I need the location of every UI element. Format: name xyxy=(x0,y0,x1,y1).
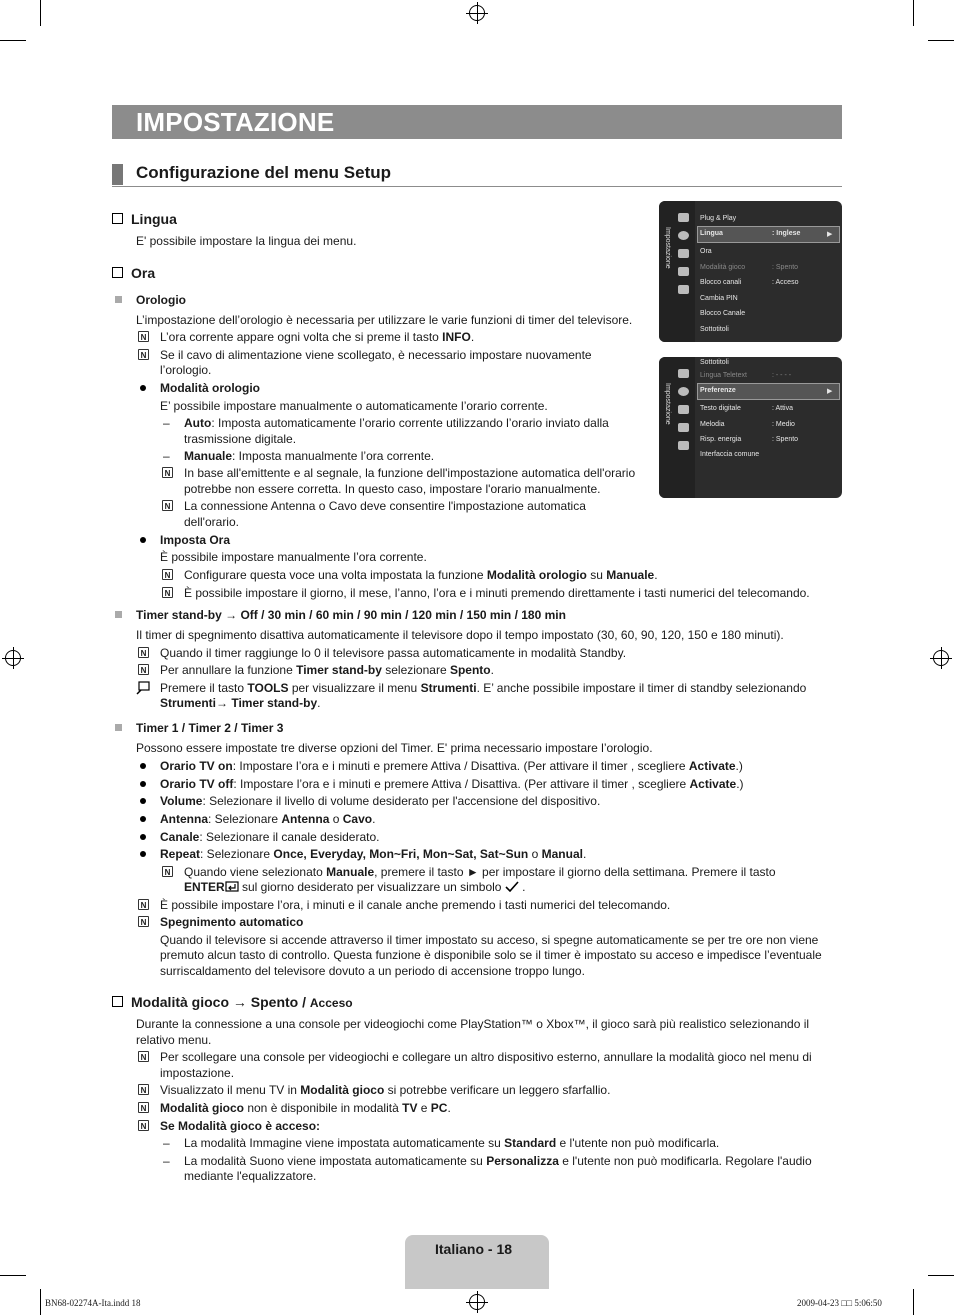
tools-note: Strumenti→ Timer stand-by. xyxy=(160,696,321,710)
bullet-icon xyxy=(140,816,146,822)
imposta-ora-heading: Imposta Ora xyxy=(160,533,231,547)
note: impostazione. xyxy=(160,1066,235,1080)
osd-side-label: Impostazione xyxy=(664,227,671,269)
osd-item: Plug & Play xyxy=(700,215,737,222)
text: mediante l'equalizzatore. xyxy=(184,1169,317,1183)
osd-value: : Acceso xyxy=(772,279,799,286)
bullet-icon xyxy=(140,763,146,769)
sound-icon xyxy=(678,405,689,414)
note-icon: N xyxy=(138,331,149,342)
heading-ora: Ora xyxy=(112,266,155,281)
note: ENTER sul giorno desiderato per visualizzare un simbolo . xyxy=(184,880,526,894)
note-icon: N xyxy=(138,664,149,675)
osd-item: Sottotitoli xyxy=(700,359,729,366)
checkbox-icon xyxy=(112,267,123,278)
note-icon: N xyxy=(138,647,149,658)
checkbox-icon xyxy=(112,213,123,224)
osd-item: Blocco canali xyxy=(700,279,742,286)
bullet-icon xyxy=(140,834,146,840)
tools-icon xyxy=(136,681,150,695)
text: La modalità Immagine viene impostata automaticamente su Standard e l'utente non può modificarla. xyxy=(184,1136,720,1150)
bullet-icon xyxy=(140,537,146,543)
osd-item: Lingua Teletext xyxy=(700,372,747,379)
print-slug: 2009-04-23 □□ 5:06:50 xyxy=(797,1298,882,1308)
modalita-orologio-heading: Modalità orologio xyxy=(160,381,260,395)
square-bullet-icon xyxy=(115,296,122,303)
note: Modalità gioco non è disponibile in modalità TV e PC. xyxy=(160,1101,451,1115)
osd-menu-setup-2 xyxy=(659,357,842,498)
text: La modalità Suono viene impostata automaticamente su Personalizza e l'utente non può modificarla. Regolare l'audio xyxy=(184,1154,812,1168)
list-item: Antenna: Selezionare Antenna o Cavo. xyxy=(160,812,376,826)
timer-heading: Timer 1 / Timer 2 / Timer 3 xyxy=(136,721,284,735)
note-icon: N xyxy=(138,1102,149,1113)
heading-modalita-gioco: Modalità gioco → Spento / Acceso xyxy=(112,995,353,1011)
print-slug: BN68-02274A-Ita.indd 18 xyxy=(45,1298,141,1308)
osd-side-label: Impostazione xyxy=(664,383,671,425)
note: potrebbe non essere corretta. In questo caso, impostare l'orario manualmente. xyxy=(184,482,601,496)
note-icon: N xyxy=(138,1051,149,1062)
arrow-right-icon: ▶ xyxy=(827,388,833,395)
list-item: Canale: Selezionare il canale desiderato. xyxy=(160,830,380,844)
picture-icon xyxy=(678,213,689,222)
crop-mark xyxy=(0,40,26,41)
square-bullet-icon xyxy=(115,611,122,618)
osd-item: Interfaccia comune xyxy=(700,451,760,458)
note: È possibile impostare il giorno, il mese, l’anno, l’ora e i minuti premendo direttamente i tasti numerici del telecomando. xyxy=(184,586,810,600)
osd-item: Testo digitale xyxy=(700,405,741,412)
orologio-heading: Orologio xyxy=(136,293,186,307)
note-icon: N xyxy=(138,899,149,910)
note-icon: N xyxy=(138,916,149,927)
osd-value: : Spento xyxy=(772,436,799,443)
note: Configurare questa voce una volta impostata la funzione Modalità orologio su Manuale. xyxy=(184,568,658,582)
square-bullet-icon xyxy=(115,724,122,731)
note-icon: N xyxy=(138,349,149,360)
note: La connessione Antenna o Cavo deve consentire l'impostazione automatica xyxy=(184,499,586,513)
note-icon: N xyxy=(162,587,173,598)
note: Spegnimento automatico xyxy=(160,915,304,929)
osd-value: : Medio xyxy=(772,421,795,428)
note: Quando viene selezionato Manuale, premere il tasto ► per impostare il giorno della settimana. Premere il tasto xyxy=(184,865,776,879)
osd-item: Melodia xyxy=(700,421,725,428)
osd-item: Preferenze xyxy=(700,387,736,394)
input-icon xyxy=(678,423,689,432)
page-title: IMPOSTAZIONE xyxy=(136,107,335,137)
support-icon xyxy=(678,441,689,450)
osd-item: Cambia PIN xyxy=(700,295,738,302)
text: surriscaldamento del televisore dovuto a un periodo di accensione troppo lungo. xyxy=(160,964,585,978)
note: Se Modalità gioco è acceso: xyxy=(160,1119,321,1133)
registration-mark-icon xyxy=(5,650,21,666)
text: premuto alcun tasto di controllo. Questa funzione è disponibile solo se il timer è impostato su acceso e impedisce l’eventuale xyxy=(160,948,822,962)
picture-icon xyxy=(678,369,689,378)
osd-value: : - - - - xyxy=(772,372,792,379)
crop-mark xyxy=(928,1275,954,1276)
orologio-text: L’impostazione dell’orologio è necessaria per utilizzare le varie funzioni di timer del televisore. xyxy=(136,313,633,327)
note: In base all'emittente e al segnale, la funzione dell'impostazione automatica dell'orario xyxy=(184,466,636,480)
bullet-icon xyxy=(140,798,146,804)
page-number: Italiano - 18 xyxy=(435,1241,513,1257)
osd-item: Lingua xyxy=(700,230,723,237)
osd-value: : Inglese xyxy=(772,230,801,237)
note: dell'orario. xyxy=(184,515,239,529)
lingua-text: E' possibile impostare la lingua dei menu. xyxy=(136,234,357,248)
text: È possibile impostare manualmente l’ora corrente. xyxy=(160,550,427,564)
text: E’ possibile impostare manualmente o automaticamente l’orario corrente. xyxy=(160,399,548,413)
list-item: Repeat: Selezionare Once, Everyday, Mon~Fri, Mon~Sat, Sat~Sun o Manual. xyxy=(160,847,587,861)
note: Per annullare la funzione Timer stand-by selezionare Spento. xyxy=(160,663,494,677)
crop-mark xyxy=(40,1289,41,1315)
input-icon xyxy=(678,267,689,276)
note-icon: N xyxy=(162,866,173,877)
bullet-icon xyxy=(140,781,146,787)
crop-mark xyxy=(913,0,914,26)
support-icon xyxy=(678,285,689,294)
osd-item: Blocco Canale xyxy=(700,310,746,317)
text: Quando il televisore si accende attraverso il timer impostato su acceso, si spegne automaticamente se per tre ore non viene xyxy=(160,933,819,947)
registration-mark-icon xyxy=(469,1294,485,1310)
enter-icon xyxy=(225,881,239,892)
page-title-bar xyxy=(112,105,842,139)
gear-icon xyxy=(678,231,689,240)
note-icon: N xyxy=(162,569,173,580)
text: Possono essere impostate tre diverse opzioni del Timer. E' prima necessario impostare l’orologio. xyxy=(136,741,653,755)
note-icon: N xyxy=(162,467,173,478)
checkbox-icon xyxy=(112,996,123,1007)
registration-mark-icon xyxy=(469,5,485,21)
crop-mark xyxy=(928,40,954,41)
note-icon: N xyxy=(162,500,173,511)
note: Visualizzato il menu TV in Modalità gioco si potrebbe verificare un leggero sfarfallio. xyxy=(160,1083,611,1097)
note: l’orologio. xyxy=(160,363,212,377)
sound-icon xyxy=(678,249,689,258)
osd-item: Ora xyxy=(700,248,712,255)
tools-note: Premere il tasto TOOLS per visualizzare il menu Strumenti. E’ anche possibile impostare il timer di standby selezionando xyxy=(160,681,807,695)
osd-item: Sottotitoli xyxy=(700,326,729,333)
section-heading: Configurazione del menu Setup xyxy=(112,160,842,187)
text: Manuale: Imposta manualmente l’ora corrente. xyxy=(184,449,435,463)
osd-item: Modalità gioco xyxy=(700,264,746,271)
checkmark-icon xyxy=(505,881,519,892)
bullet-icon xyxy=(140,851,146,857)
bullet-icon xyxy=(140,385,146,391)
note-icon: N xyxy=(138,1120,149,1131)
list-item: Orario TV on: Impostare l’ora e i minuti e premere Attiva / Disattiva. (Per attivare il timer , scegliere Activate.) xyxy=(160,759,743,773)
note-icon: N xyxy=(138,1084,149,1095)
standby-heading: Timer stand-by → Off / 30 min / 60 min / 90 min / 120 min / 150 min / 180 min xyxy=(136,608,566,622)
text: Durante la connessione a una console per videogiochi come PlayStation™ o Xbox™, il gioco sarà più realistico selezionando il xyxy=(136,1017,810,1031)
text: Auto: Imposta automaticamente l’orario corrente utilizzando l’orario inviato dalla xyxy=(184,416,609,430)
crop-mark xyxy=(913,1289,914,1315)
registration-mark-icon xyxy=(933,650,949,666)
list-item: Volume: Selezionare il livello di volume desiderato per l'accensione del dispositivo. xyxy=(160,794,601,808)
osd-item: Risp. energia xyxy=(700,436,742,443)
crop-mark xyxy=(0,1275,26,1276)
text: relativo menu. xyxy=(136,1033,212,1047)
note: L’ora corrente appare ogni volta che si preme il tasto INFO. xyxy=(160,330,475,344)
note: Quando il timer raggiunge lo 0 il televisore passa automaticamente in modalità Standby. xyxy=(160,646,627,660)
list-item: Orario TV off: Impostare l’ora e i minuti e premere Attiva / Disattiva. (Per attivare il timer , scegliere Activate.) xyxy=(160,777,744,791)
text: Il timer di spegnimento disattiva automaticamente il televisore dopo il tempo impostato (30, 60, 90, 120, 150 e 180 minuti). xyxy=(136,628,784,642)
note: Per scollegare una console per videogiochi e collegare un altro dispositivo esterno, annullare la modalità gioco nel menu di xyxy=(160,1050,812,1064)
text: trasmissione digitale. xyxy=(184,432,297,446)
heading-lingua: Lingua xyxy=(112,212,177,227)
gear-icon xyxy=(678,387,689,396)
osd-value: : Spento xyxy=(772,264,799,271)
note: Se il cavo di alimentazione viene scollegato, è necessario impostare nuovamente xyxy=(160,348,592,362)
osd-value: : Attiva xyxy=(772,405,794,412)
arrow-right-icon: ▶ xyxy=(827,231,833,238)
page-footer xyxy=(405,1235,549,1289)
crop-mark xyxy=(40,0,41,26)
note: È possibile impostare l’ora, i minuti e il canale anche premendo i tasti numerici del telecomando. xyxy=(160,898,671,912)
osd-menu-setup xyxy=(659,201,842,342)
